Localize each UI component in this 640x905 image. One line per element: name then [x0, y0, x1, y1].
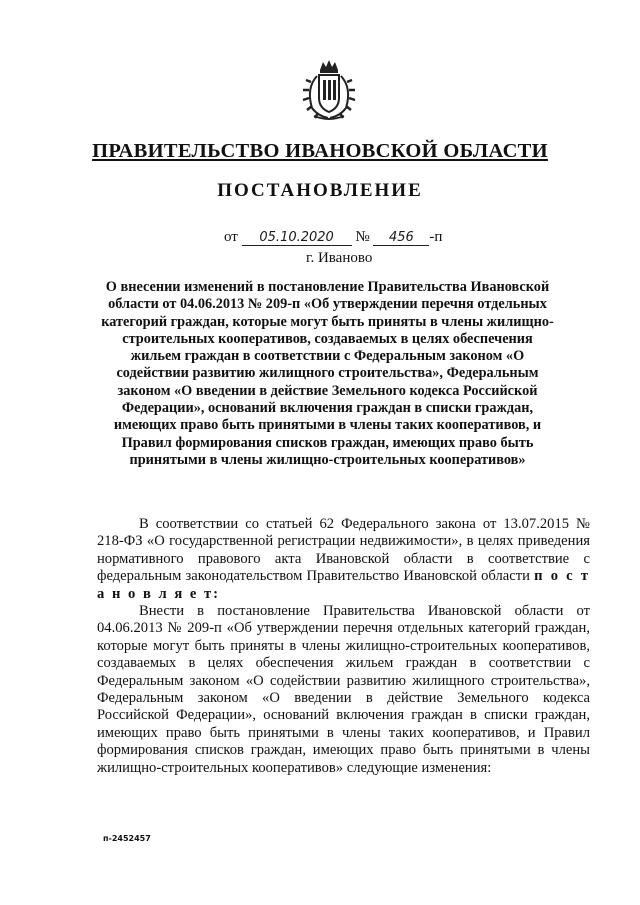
city: г. Иваново [306, 250, 373, 266]
number-label: № [355, 229, 370, 245]
body-paragraph-2: Внести в постановление Правительства Ивановской области от 04.06.2013 № 209-п «Об утверждении перечня отдельных категорий граждан, которые могут быть приняты в члены жилищно-строительных кооперативов, создаваемых в целях обеспечения жильем граждан в соответствии с Федеральным законом «О содействии развитию жилищного строительства», Федеральным законом «О введении в действие Земельного кодекса Российской Федерации», оснований включения граждан в списки граждан, имеющих право быть принятыми в члены таких кооперативов, и Правил формирования списков граждан, имеющих право быть принятыми в члены жилищно-строительных кооперативов» следующие изменения: [97, 603, 590, 776]
date-number-line [224, 229, 442, 246]
government-title: ПРАВИТЕЛЬСТВО ИВАНОВСКОЙ ОБЛАСТИ [92, 140, 548, 162]
coat-of-arms-icon [300, 58, 358, 122]
body-paragraph-1 [97, 516, 590, 603]
from-label: от [224, 229, 238, 245]
document-body [97, 516, 590, 777]
handwritten-date: 05.10.2020 [242, 230, 352, 246]
decree-word: п о с т а н о в л я е т: [97, 568, 591, 602]
document-type: ПОСТАНОВЛЕНИЕ [217, 180, 423, 201]
number-suffix: -п [429, 229, 443, 245]
body-paragraph-1-text: В соответствии со статьей 62 Федерального закона от 13.07.2015 № 218-ФЗ «О государственной регистрации недвижимости», в целях приведения нормативного правового акта Ивановской области в соответствие с федеральным законодательством Правительство Ивановской области [97, 516, 590, 585]
handwritten-number: 456 [373, 230, 429, 246]
document-subject: О внесении изменений в постановление Правительства Ивановской области от 04.06.2013 № 209-п «Об утверждении перечня отдельных категорий граждан, которые могут быть приняты в члены жилищно-строительных кооперативов, создаваемых в целях обеспечения жильем граждан в соответствии с Федеральным законом «О содействии развитию жилищного строительства», Федеральным законом «О введении в действие Земельного кодекса Российской Федерации», оснований включения граждан в списки граждан, имеющих право быть принятыми в члены таких кооперативов, и Правил формирования списков граждан, имеющих право быть принятыми в члены жилищно-строительных кооперативов» [101, 279, 554, 468]
footer-code: п-2452457 [103, 834, 151, 843]
